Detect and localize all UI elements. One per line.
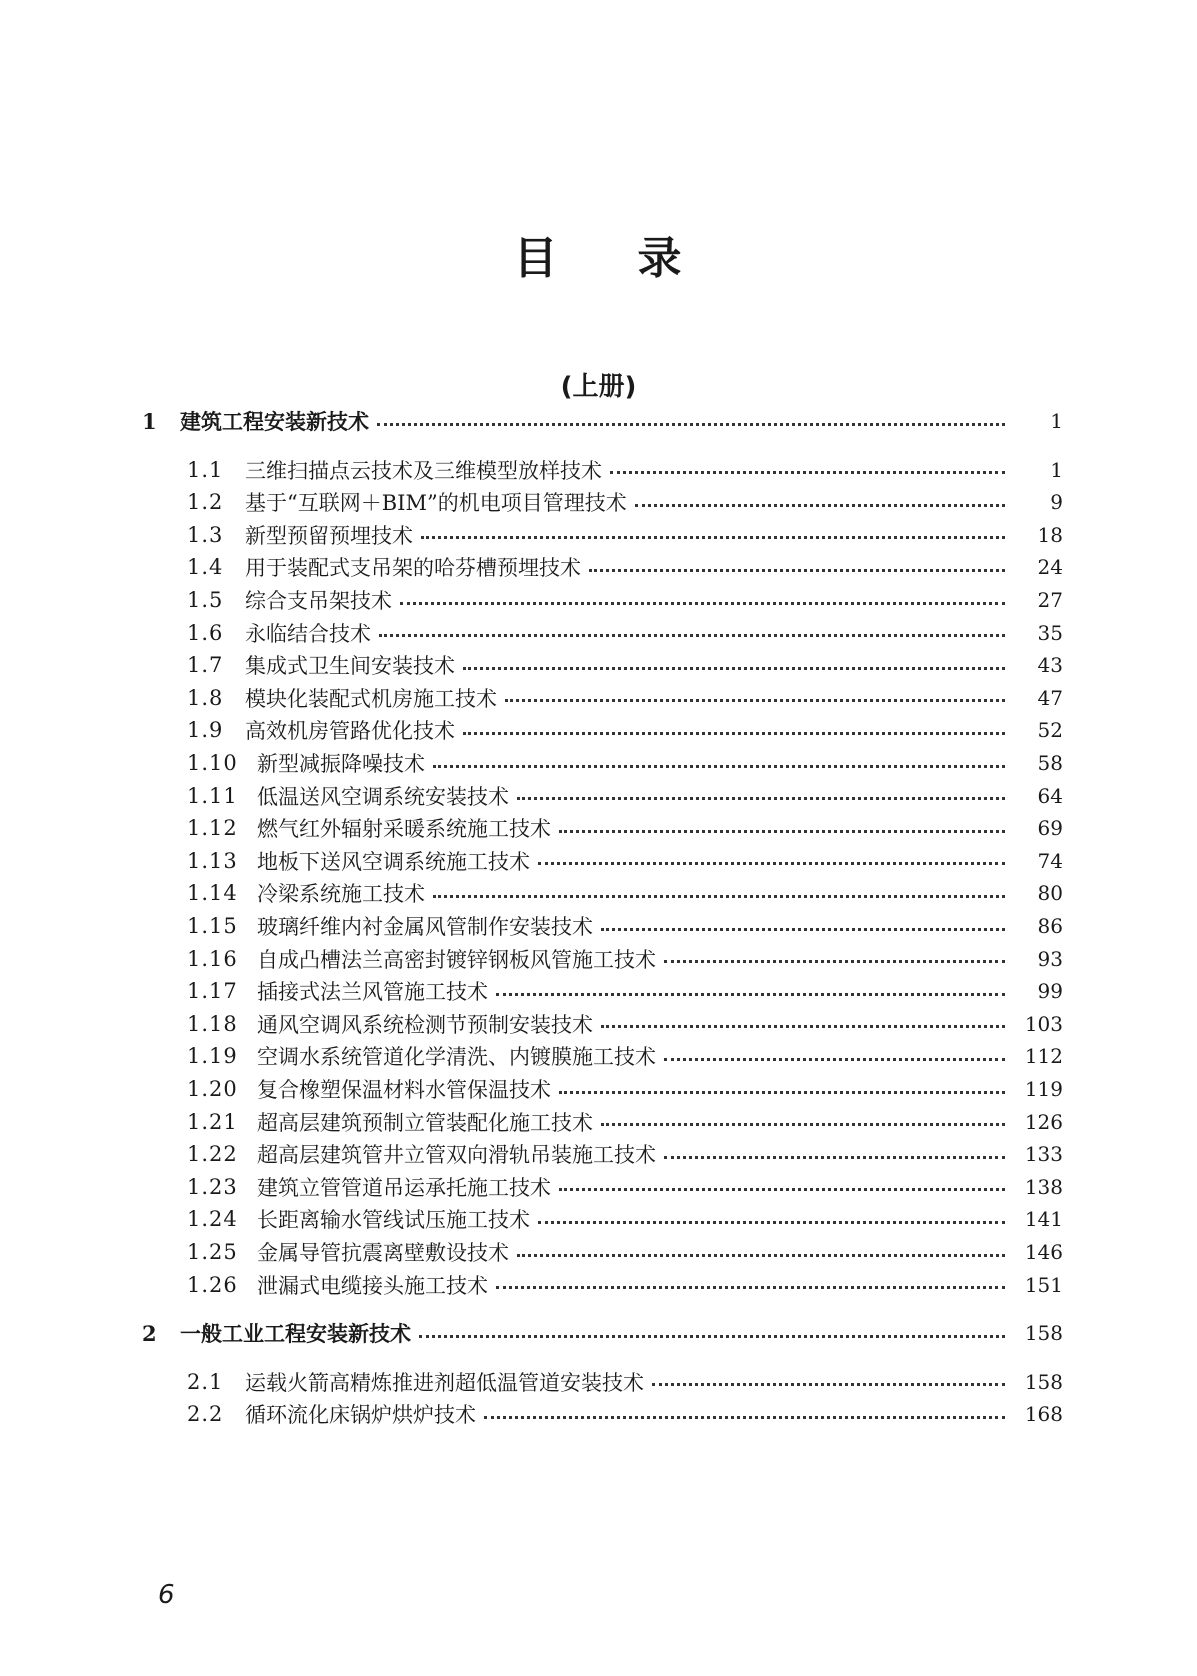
title-char-1: 目 (513, 233, 560, 284)
entry-number: 1.18 (187, 1011, 238, 1036)
toc-entry-row[interactable] (0, 616, 1197, 650)
entry-number: 1.9 (187, 718, 224, 743)
toc-entry-row[interactable] (0, 909, 1197, 943)
section-title: 一般工业工程安装新技术 (180, 1322, 411, 1347)
entry-number: 2.1 (187, 1369, 224, 1394)
entry-number: 1.14 (187, 881, 238, 906)
entry-page: 146 (1024, 1240, 1063, 1264)
dot-leader (601, 928, 1005, 931)
entry-number: 1.12 (187, 816, 238, 841)
entry-title: 超高层建筑预制立管装配化施工技术 (257, 1110, 593, 1135)
entry-page: 9 (1050, 490, 1063, 515)
entry-number: 1.1 (187, 457, 224, 482)
entry-page: 141 (1024, 1207, 1063, 1232)
entry-title: 新型减振降噪技术 (257, 752, 425, 776)
entry-title: 插接式法兰风管施工技术 (257, 980, 488, 1005)
toc-section-row[interactable] (0, 404, 1197, 438)
dot-leader (433, 895, 1005, 898)
toc-entry-row[interactable] (0, 1072, 1197, 1106)
dot-leader (559, 1188, 1005, 1191)
entry-title: 建筑立管管道吊运承托施工技术 (257, 1175, 551, 1200)
entry-number: 1.25 (187, 1240, 238, 1264)
entry-page: 24 (1037, 555, 1063, 580)
entry-title: 用于装配式支吊架的哈芬槽预埋技术 (245, 556, 581, 581)
dot-leader (496, 1286, 1005, 1289)
toc-entry-row[interactable] (0, 518, 1197, 552)
dot-leader (433, 765, 1005, 768)
dot-leader (559, 1091, 1005, 1094)
entry-title: 新型预留预埋技术 (245, 523, 413, 548)
entry-number: 1.24 (187, 1207, 238, 1232)
dot-leader (421, 536, 1005, 539)
entry-page: 47 (1037, 685, 1063, 710)
entry-title: 冷梁系统施工技术 (257, 882, 425, 907)
entry-title: 长距离输水管线试压施工技术 (257, 1208, 530, 1233)
toc-entry-row[interactable] (0, 648, 1197, 682)
dot-leader (496, 993, 1005, 996)
dot-leader (664, 1156, 1005, 1159)
entry-title: 三维扫描点云技术及三维模型放样技术 (245, 458, 602, 483)
entry-title: 空调水系统管道化学清洗、内镀膜施工技术 (257, 1045, 656, 1070)
entry-page: 99 (1037, 979, 1063, 1004)
entry-page: 27 (1037, 588, 1063, 612)
section-page: 1 (1050, 409, 1063, 433)
entry-title: 复合橡塑保温材料水管保温技术 (257, 1078, 551, 1102)
entry-title: 综合支吊架技术 (245, 589, 392, 613)
entry-number: 1.22 (187, 1142, 238, 1167)
dot-leader (419, 1335, 1005, 1338)
toc-entry-row[interactable] (0, 876, 1197, 910)
entry-page: 168 (1024, 1402, 1063, 1427)
toc-entry-row[interactable] (0, 1397, 1197, 1431)
entry-page: 103 (1024, 1011, 1063, 1036)
entry-page: 112 (1024, 1044, 1063, 1069)
entry-number: 1.11 (187, 783, 238, 808)
entry-page: 151 (1024, 1272, 1063, 1297)
entry-number: 2.2 (187, 1402, 224, 1427)
dot-leader (505, 699, 1005, 702)
entry-page: 133 (1024, 1142, 1063, 1167)
entry-page: 126 (1024, 1109, 1063, 1134)
entry-title: 燃气红外辐射采暖系统施工技术 (257, 817, 551, 842)
page-number: 6 (158, 1580, 175, 1610)
entry-number: 1.10 (187, 751, 238, 775)
entry-title: 模块化装配式机房施工技术 (245, 686, 497, 711)
dot-leader (517, 1254, 1005, 1257)
toc-entry-row[interactable] (0, 713, 1197, 747)
toc-entry-row[interactable] (0, 485, 1197, 519)
toc-entry-row[interactable] (0, 681, 1197, 715)
entry-page: 74 (1037, 848, 1063, 873)
toc-entry-row[interactable] (0, 583, 1197, 617)
entry-title: 泄漏式电缆接头施工技术 (257, 1273, 488, 1298)
entry-page: 43 (1037, 653, 1063, 678)
entry-title: 集成式卫生间安装技术 (245, 654, 455, 679)
toc-entry-row[interactable] (0, 1170, 1197, 1204)
volume-label: (上册) (560, 372, 637, 402)
dot-leader (517, 797, 1005, 800)
toc-entry-row[interactable] (0, 1268, 1197, 1302)
dot-leader (538, 862, 1005, 865)
entry-page: 18 (1037, 522, 1063, 547)
dot-leader (400, 602, 1005, 605)
entry-title: 超高层建筑管井立管双向滑轨吊装施工技术 (257, 1143, 656, 1168)
entry-title: 通风空调风系统检测节预制安装技术 (257, 1012, 593, 1037)
entry-title: 玻璃纤维内衬金属风管制作安装技术 (257, 915, 593, 939)
entry-page: 58 (1037, 751, 1063, 775)
entry-number: 1.7 (187, 653, 224, 678)
dot-leader (664, 960, 1005, 963)
toc-section-row[interactable] (0, 1316, 1197, 1350)
entry-title: 自成凸槽法兰高密封镀锌钢板风管施工技术 (257, 947, 656, 972)
section-title: 建筑工程安装新技术 (180, 410, 369, 434)
toc-entry-row[interactable] (0, 942, 1197, 976)
toc-entry-row[interactable] (0, 1007, 1197, 1041)
entry-page: 138 (1024, 1174, 1063, 1199)
dot-leader (377, 423, 1005, 426)
dot-leader (610, 471, 1005, 474)
entry-number: 1.26 (187, 1272, 238, 1297)
entry-title: 低温送风空调系统安装技术 (257, 784, 509, 809)
toc-entry-row[interactable] (0, 1235, 1197, 1269)
toc-entry-row[interactable] (0, 550, 1197, 584)
entry-number: 1.17 (187, 979, 238, 1004)
toc-entry-row[interactable] (0, 1365, 1197, 1399)
page-title (0, 222, 1197, 286)
entry-page: 93 (1037, 946, 1063, 971)
toc-entry-row[interactable] (0, 779, 1197, 813)
entry-number: 1.6 (187, 620, 224, 645)
toc-entry-row[interactable] (0, 844, 1197, 878)
entry-page: 64 (1037, 783, 1063, 808)
entry-page: 80 (1037, 881, 1063, 906)
entry-title: 地板下送风空调系统施工技术 (257, 849, 530, 874)
entry-page: 69 (1037, 816, 1063, 841)
entry-page: 35 (1037, 620, 1063, 645)
entry-page: 52 (1037, 718, 1063, 743)
entry-number: 1.13 (187, 848, 238, 873)
entry-title: 循环流化床锅炉烘炉技术 (245, 1403, 476, 1428)
entry-title: 运载火箭高精炼推进剂超低温管道安装技术 (245, 1370, 644, 1395)
dot-leader (601, 1123, 1005, 1126)
section-page: 158 (1024, 1321, 1063, 1346)
dot-leader (463, 732, 1005, 735)
section-number: 2 (142, 1320, 157, 1346)
toc-entry-row[interactable] (0, 453, 1197, 487)
entry-number: 1.23 (187, 1174, 238, 1199)
section-number: 1 (142, 408, 157, 434)
toc-entry-row[interactable] (0, 746, 1197, 780)
toc-entry-row[interactable] (0, 1105, 1197, 1139)
entry-number: 1.3 (187, 522, 224, 547)
dot-leader (589, 569, 1005, 572)
entry-number: 1.20 (187, 1077, 238, 1101)
entry-title: 基于“互联网＋BIM”的机电项目管理技术 (245, 491, 627, 516)
entry-number: 1.16 (187, 946, 238, 971)
entry-page: 158 (1024, 1369, 1063, 1394)
entry-title: 金属导管抗震离壁敷设技术 (257, 1241, 509, 1265)
entry-title: 高效机房管路优化技术 (245, 719, 455, 744)
entry-number: 1.4 (187, 555, 224, 580)
dot-leader (379, 634, 1005, 637)
toc-entry-row[interactable] (0, 1137, 1197, 1171)
dot-leader (601, 1025, 1005, 1028)
toc-entry-row[interactable] (0, 811, 1197, 845)
dot-leader (635, 504, 1005, 507)
entry-number: 1.2 (187, 490, 224, 515)
title-char-2: 录 (637, 233, 684, 284)
entry-number: 1.5 (187, 588, 224, 612)
entry-number: 1.19 (187, 1044, 238, 1069)
dot-leader (463, 667, 1005, 670)
dot-leader (538, 1221, 1005, 1224)
dot-leader (652, 1383, 1005, 1386)
entry-page: 86 (1037, 914, 1063, 938)
entry-page: 119 (1024, 1077, 1063, 1101)
toc-entry-row[interactable] (0, 1039, 1197, 1073)
dot-leader (484, 1416, 1005, 1419)
entry-number: 1.21 (187, 1109, 238, 1134)
entry-page: 1 (1050, 457, 1063, 482)
dot-leader (664, 1058, 1005, 1061)
toc-entry-row[interactable] (0, 974, 1197, 1008)
entry-title: 永临结合技术 (245, 621, 371, 646)
dot-leader (559, 830, 1005, 833)
entry-number: 1.8 (187, 685, 224, 710)
entry-number: 1.15 (187, 914, 238, 938)
toc-entry-row[interactable] (0, 1202, 1197, 1236)
